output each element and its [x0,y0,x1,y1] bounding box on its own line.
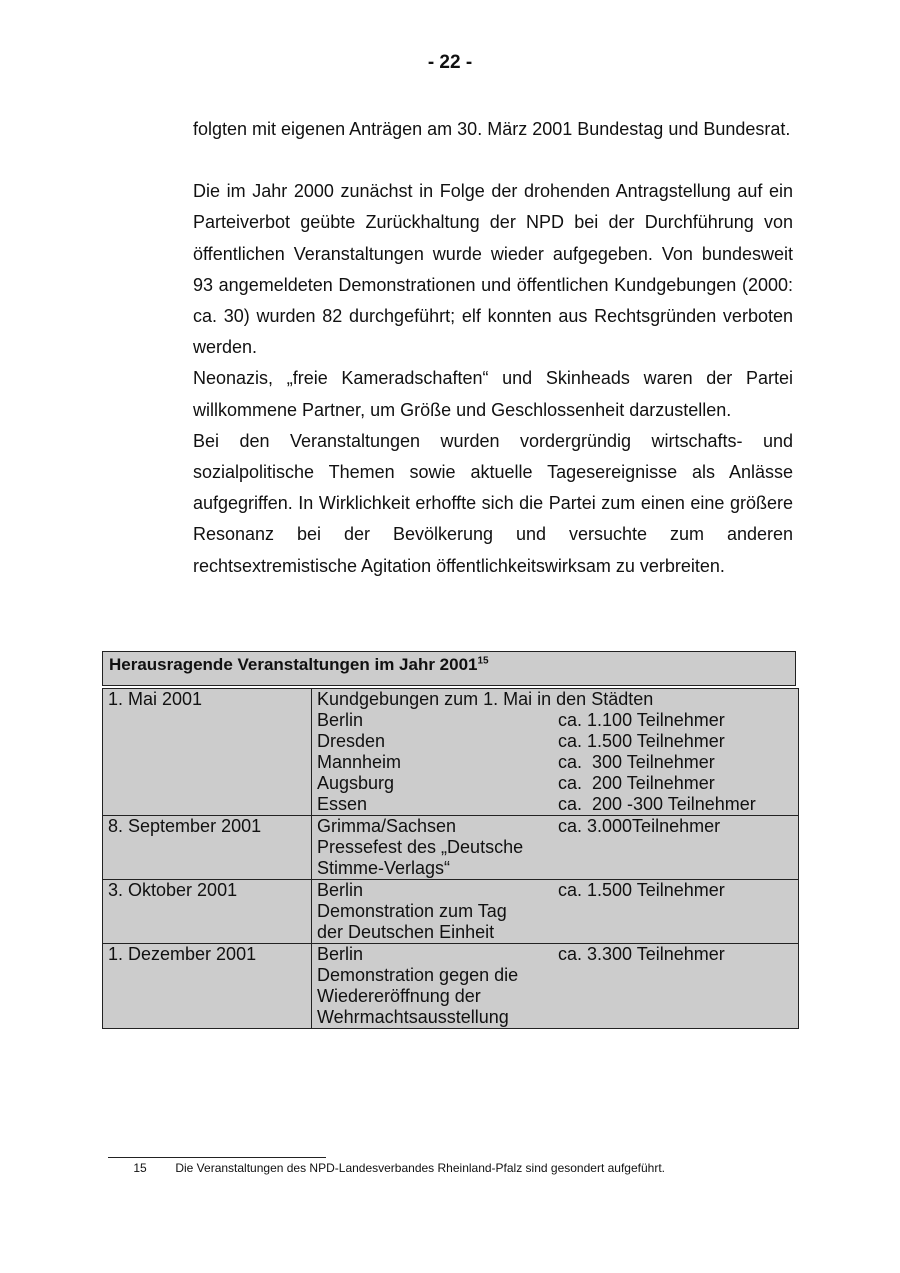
approx-label: ca. [558,773,583,793]
footnote-divider [108,1157,326,1158]
event-date: 1. Mai 2001 [103,689,312,816]
approx-label: ca. [558,752,583,772]
participants [558,752,715,773]
city-name: Essen [317,794,368,814]
city-name: Berlin [317,710,364,730]
paragraph-4: Bei den Veranstaltungen wurden vordergründig wirtschafts- und sozialpolitische Themen sowie aktuelle Tagesereignisse als Anlässe aufgegriffen. In Wirklichkeit erhoffte sich die Partei zum einen eine größere Resonanz bei der Bevölkerung und versuchte zum anderen rechtsextremistische Agitation öffentlichkeitswirksam zu verbreiten. [193,430,793,576]
event-place: Berlin [317,880,364,900]
body-text [193,114,793,582]
footnote-ref: 15 [477,655,489,667]
city-line [317,752,798,773]
paragraph-3: Neonazis, „freie Kameradschaften“ und Skinheads waren der Partei willkommene Partner, um Größe und Geschlossenheit darzustellen. [193,368,793,420]
participant-suffix: Teilnehmer [626,773,715,793]
event-details [312,689,799,816]
participant-suffix: Teilnehmer [636,731,725,751]
city-line [317,773,798,794]
participant-suffix: Teilnehmer [636,710,725,730]
footnote-number: 15 [133,1161,147,1175]
event-description: Demonstration gegen die [317,965,519,985]
event-description: Wehrmachtsausstellung [317,1007,509,1027]
table-title-text: Herausragende Veranstaltungen im Jahr 2001 [109,655,478,674]
event-description: Pressefest des „Deutsche [317,837,524,857]
event-description: Stimme-Verlags“ [317,858,451,878]
table-row [103,689,799,816]
table-row [103,816,799,880]
participants [558,794,756,815]
table-row [103,880,799,944]
approx-label: ca. [558,731,583,751]
footnote [108,1161,665,1175]
participant-suffix: Teilnehmer [626,752,715,772]
participant-count: 300 [591,752,623,772]
event-place: Berlin [317,944,364,964]
events-table [102,688,799,1029]
participant-count: 200 [591,794,623,814]
event-place-line [317,944,798,965]
participants [558,710,725,731]
page-number: - 22 - [427,52,473,73]
event-description: der Deutschen Einheit [317,922,495,942]
participant-suffix: -300 Teilnehmer [627,794,756,814]
city-line [317,794,798,815]
table-row [103,944,799,1029]
event-details [312,816,799,880]
city-name: Mannheim [317,752,402,772]
event-details [312,880,799,944]
table-title [109,655,489,675]
approx-label: ca. [558,710,583,730]
event-date: 3. Oktober 2001 [103,880,312,944]
participants: ca. 3.000Teilnehmer [558,816,721,836]
event-heading: Kundgebungen zum 1. Mai in den Städten [317,689,654,709]
event-description: Wiedereröffnung der [317,986,481,1006]
participant-count: 1.500 [587,731,633,751]
paragraph-2: Die im Jahr 2000 zunächst in Folge der drohenden Antragstellung auf ein Parteiverbot geübte Zurückhaltung der NPD bei der Durchführung von öffentlichen Veranstaltungen wurde wieder aufgegeben. Von bundesweit 93 angemeldeten Demonstrationen und öffentlichen Kundgebungen (2000: ca. 30) wurden 82 durchgeführt; elf konnten aus Rechtsgründen verboten werden. [193,181,793,358]
city-name: Dresden [317,731,386,751]
city-name: Augsburg [317,773,395,793]
paragraph-1: folgten mit eigenen Anträgen am 30. März 2001 Bundestag und Bundesrat. [193,119,791,139]
table-title-box [102,651,796,686]
event-description: Demonstration zum Tag [317,901,507,921]
event-place-line [317,816,798,837]
footnote-text: Die Veranstaltungen des NPD-Landesverbandes Rheinland-Pfalz sind gesondert aufgeführt. [175,1161,665,1175]
event-place-line [317,880,798,901]
city-line [317,710,798,731]
approx-label: ca. [558,794,583,814]
event-date: 8. September 2001 [103,816,312,880]
event-place: Grimma/Sachsen [317,816,457,836]
participants [558,731,725,752]
participants: ca. 3.300 Teilnehmer [558,944,725,964]
participant-count: 200 [591,773,623,793]
event-details [312,944,799,1029]
city-line [317,731,798,752]
event-date: 1. Dezember 2001 [103,944,312,1029]
participants: ca. 1.500 Teilnehmer [558,880,725,900]
participants [558,773,715,794]
participant-count: 1.100 [587,710,633,730]
